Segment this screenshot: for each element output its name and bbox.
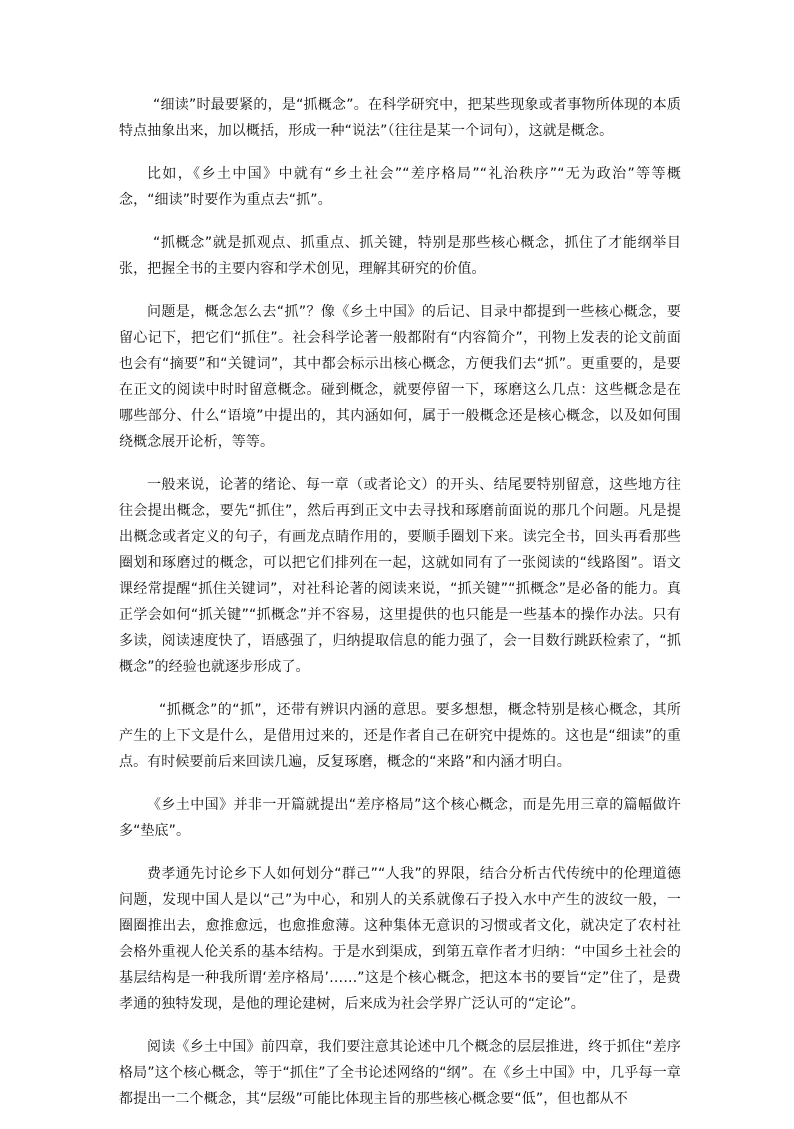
document-page <box>119 92 681 1129</box>
paragraph-4: 问题是，概念怎么去“抓”？像《乡土中国》的后记、目录中都提到一些核心概念，要留心记下，把它们“抓住”。社会科学论著一般都附有“内容简介”，刊物上发表的论文前面也会有“摘要”和“关键词”，其中都会标示出核心概念，方便我们去“抓”。更重要的，是要在正文的阅读中时时留意概念。碰到概念，就要停留一下，琢磨这么几点：这些概念是在哪些部分、什么“语境”中提出的，其内涵如何，属于一般概念还是核心概念，以及如何围绕概念展开论析，等等。 <box>119 304 681 450</box>
paragraph-7: 《乡土中国》并非一开篇就提出“差序格局”这个核心概念，而是先用三章的篇幅做许多“垫底”。 <box>119 797 681 839</box>
paragraph-3: “抓概念”就是抓观点、抓重点、抓关键，特别是那些核心概念，抓住了才能纲举目张，把握全书的主要内容和学术创见，理解其研究的价值。 <box>119 235 681 277</box>
paragraph-6: “抓概念”的“抓”，还带有辨识内涵的意思。要多想想，概念特别是核心概念，其所产生的上下文是什么，是借用过来的，还是作者自己在研究中提炼的。这也是“细读”的重点。有时候要前后来回读几遍，反复琢磨，概念的“来路”和内涵才明白。 <box>119 702 681 770</box>
paragraph-1: “细读”时最要紧的，是“抓概念”。在科学研究中，把某些现象或者事物所体现的本质特点抽象出来，加以概括，形成一种“说法”（往往是某一个词句），这就是概念。 <box>119 97 681 139</box>
paragraph-5: 一般来说，论著的绪论、每一章（或者论文）的开头、结尾要特别留意，这些地方往往会提出概念，要先“抓住”，然后再到正文中去寻找和琢磨前面说的那几个问题。凡是提出概念或者定义的句子，有画龙点睛作用的，要顺手圈划下来。读完全书，回头再看那些圈划和琢磨过的概念，可以把它们排列在一起，这就如同有了一张阅读的“线路图”。语文课经常提醒“抓住关键词”，对社科论著的阅读来说，“抓关键”“抓概念”是必备的能力。真正学会如何“抓关键”“抓概念”并不容易，这里提供的也只能是一些基本的操作办法。只有多读，阅读速度快了，语感强了，归纳提取信息的能力强了，会一目数行跳跃检索了，“抓概念”的经验也就逐步形成了。 <box>119 477 681 675</box>
paragraph-2: 比如，《乡土中国》中就有“乡土社会”“差序格局”“礼治秩序”“无为政治”等等概念，“细读”时要作为重点去“抓”。 <box>119 166 681 208</box>
paragraph-9: 阅读《乡土中国》前四章，我们要注意其论述中几个概念的层层推进，终于抓住“差序格局”这个核心概念，等于“抓住”了全书论述网络的“纲”。在《乡土中国》中，几乎每一章都提出一二个概念，其“层级”可能比体现主旨的那些核心概念要“低”，但也都从不 <box>119 1039 681 1107</box>
paragraph-8: 费孝通先讨论乡下人如何划分“群己”“人我”的界限，结合分析古代传统中的伦理道德问题，发现中国人是以“己”为中心，和别人的关系就像石子投入水中产生的波纹一般，一圈圈推出去，愈推愈远，也愈推愈薄。这种集体无意识的习惯或者文化，就决定了农村社会格外重视人伦关系的基本结构。于是水到渠成，到第五章作者才归纳：“中国乡土社会的基层结构是一种我所谓‘差序格局’……”这是个核心概念，把这本书的要旨“定”住了，是费孝通的独特发现，是他的理论建树，后来成为社会学界广泛认可的“定论”。 <box>119 866 681 1012</box>
